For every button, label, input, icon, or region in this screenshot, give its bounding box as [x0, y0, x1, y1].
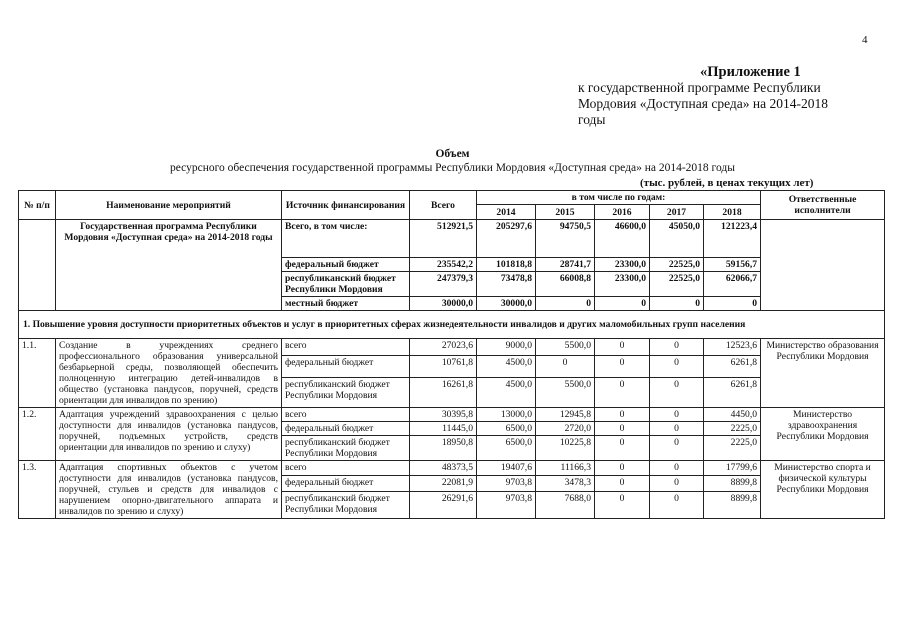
cell-year-value: 205297,6	[477, 220, 536, 258]
cell-source: федеральный бюджет	[282, 476, 410, 491]
cell-year-value: 0	[536, 297, 595, 311]
budget-table	[18, 190, 885, 519]
header-executors: Ответственные исполнители	[761, 191, 885, 220]
heading-title: Объем	[435, 148, 470, 160]
header-year: 2014	[477, 205, 536, 220]
cell-year-value: 17799,6	[704, 461, 761, 476]
cell-source: всего	[282, 339, 410, 356]
cell-year-value: 4500,0	[477, 355, 536, 377]
cell-year-value: 0	[595, 339, 650, 356]
header-year: 2018	[704, 205, 761, 220]
cell-total: 27023,6	[410, 339, 477, 356]
cell-year-value: 0	[650, 377, 704, 407]
cell-source: федеральный бюджет	[282, 258, 410, 272]
table-row	[19, 220, 885, 258]
cell-total: 22081,9	[410, 476, 477, 491]
cell-year-value: 6261,8	[704, 355, 761, 377]
table-row	[19, 408, 885, 422]
cell-year-value: 0	[650, 408, 704, 422]
item-name: Адаптация учреждений здравоохранения с целью доступности для инвалидов (установка пандусов, поручней, подъемных устройств, средств ориентации для инвалидов по зрению и слуху)	[56, 408, 282, 461]
header-name: Наименование мероприятий	[56, 191, 282, 220]
header-year: 2016	[595, 205, 650, 220]
cell-year-value: 23300,0	[595, 258, 650, 272]
cell-year-value: 66008,8	[536, 272, 595, 297]
cell-year-value: 59156,7	[704, 258, 761, 272]
cell-year-value: 10225,8	[536, 436, 595, 461]
cell-year-value: 0	[650, 297, 704, 311]
cell-year-value: 0	[650, 339, 704, 356]
item-executor: Министерство здравоохранения Республики Мордовия	[761, 408, 885, 461]
cell-year-value: 6500,0	[477, 436, 536, 461]
cell-source: местный бюджет	[282, 297, 410, 311]
cell-year-value: 9703,8	[477, 491, 536, 518]
cell-year-value: 101818,8	[477, 258, 536, 272]
cell-year-value: 0	[650, 476, 704, 491]
cell-year-value: 5500,0	[536, 377, 595, 407]
cell-year-value: 7688,0	[536, 491, 595, 518]
cell-source: федеральный бюджет	[282, 355, 410, 377]
cell-executor	[761, 220, 885, 311]
cell-source: республиканский бюджет Республики Мордовия	[282, 436, 410, 461]
cell-year-value: 0	[595, 461, 650, 476]
item-executor: Министерство спорта и физической культуры Республики Мордовия	[761, 461, 885, 519]
cell-year-value: 28741,7	[536, 258, 595, 272]
cell-year-value: 0	[536, 355, 595, 377]
appendix-line: Мордовия «Доступная среда» на 2014-2018	[578, 96, 828, 111]
cell-year-value: 6500,0	[477, 422, 536, 436]
cell-year-value: 0	[650, 491, 704, 518]
item-num: 1.3.	[19, 461, 56, 519]
cell-year-value: 0	[595, 408, 650, 422]
cell-total: 26291,6	[410, 491, 477, 518]
cell-year-value: 4450,0	[704, 408, 761, 422]
cell-total: 30000,0	[410, 297, 477, 311]
cell-total: 30395,8	[410, 408, 477, 422]
cell-source: республиканский бюджет Республики Мордовия	[282, 377, 410, 407]
header-total: Всего	[410, 191, 477, 220]
cell-year-value: 22525,0	[650, 272, 704, 297]
cell-year-value: 45050,0	[650, 220, 704, 258]
cell-year-value: 22525,0	[650, 258, 704, 272]
cell-year-value: 12523,6	[704, 339, 761, 356]
item-name: Создание в учреждениях среднего профессионального образования универсальной безбарьерной среды, позволяющей обеспечить полноценную интеграцию детей-инвалидов в общество (установка пандусов, поручней, средств ориентации для инвалидов по зрению)	[56, 339, 282, 408]
section-heading: 1. Повышение уровня доступности приоритетных объектов и услуг в приоритетных сферах жизнедеятельности инвалидов и других маломобильных групп населения	[19, 311, 885, 339]
cell-year-value: 2225,0	[704, 422, 761, 436]
cell-total: 512921,5	[410, 220, 477, 258]
cell-num	[19, 220, 56, 311]
cell-year-value: 62066,7	[704, 272, 761, 297]
cell-year-value: 30000,0	[477, 297, 536, 311]
table-row	[19, 461, 885, 476]
document-heading	[0, 147, 905, 175]
cell-year-value: 0	[595, 355, 650, 377]
cell-source: федеральный бюджет	[282, 422, 410, 436]
cell-year-value: 4500,0	[477, 377, 536, 407]
cell-year-value: 0	[595, 476, 650, 491]
cell-year-value: 73478,8	[477, 272, 536, 297]
cell-year-value: 0	[595, 422, 650, 436]
page-number: 4	[862, 34, 868, 46]
cell-year-value: 19407,6	[477, 461, 536, 476]
header-year: 2015	[536, 205, 595, 220]
item-num: 1.1.	[19, 339, 56, 408]
cell-year-value: 121223,4	[704, 220, 761, 258]
cell-year-value: 23300,0	[595, 272, 650, 297]
cell-year-value: 0	[650, 461, 704, 476]
appendix-line: к государственной программе Республики	[578, 80, 821, 95]
appendix-header	[578, 64, 878, 128]
cell-year-value: 0	[650, 355, 704, 377]
cell-source: республиканский бюджет Республики Мордовия	[282, 491, 410, 518]
table-row	[19, 339, 885, 356]
cell-year-value: 94750,5	[536, 220, 595, 258]
program-name: Государственная программа Республики Мордовия «Доступная среда» на 2014-2018 годы	[56, 220, 282, 311]
cell-year-value: 11166,3	[536, 461, 595, 476]
cell-source: всего	[282, 408, 410, 422]
cell-year-value: 46600,0	[595, 220, 650, 258]
cell-total: 18950,8	[410, 436, 477, 461]
header-num: № п/п	[19, 191, 56, 220]
item-name: Адаптация спортивных объектов с учетом доступности для инвалидов (установка пандусов, поручней, стульев и средств для инвалидов с нарушением опорно-двигательного аппарата и инвалидов по зрению и слуху)	[56, 461, 282, 519]
cell-total: 16261,8	[410, 377, 477, 407]
cell-year-value: 9000,0	[477, 339, 536, 356]
cell-year-value: 8899,8	[704, 476, 761, 491]
cell-year-value: 9703,8	[477, 476, 536, 491]
cell-year-value: 8899,8	[704, 491, 761, 518]
appendix-title: «Приложение 1	[700, 64, 801, 80]
cell-source: всего	[282, 461, 410, 476]
cell-source: Всего, в том числе:	[282, 220, 410, 258]
cell-year-value: 0	[595, 436, 650, 461]
cell-year-value: 3478,3	[536, 476, 595, 491]
header-source: Источник финансирования	[282, 191, 410, 220]
units-note: (тыс. рублей, в ценах текущих лет)	[640, 177, 814, 189]
cell-total: 11445,0	[410, 422, 477, 436]
cell-year-value: 0	[595, 297, 650, 311]
header-year: 2017	[650, 205, 704, 220]
cell-source: республиканский бюджет Республики Мордовия	[282, 272, 410, 297]
cell-year-value: 2720,0	[536, 422, 595, 436]
cell-year-value: 0	[704, 297, 761, 311]
cell-year-value: 6261,8	[704, 377, 761, 407]
cell-year-value: 13000,0	[477, 408, 536, 422]
cell-year-value: 0	[650, 422, 704, 436]
cell-year-value: 2225,0	[704, 436, 761, 461]
cell-year-value: 0	[595, 377, 650, 407]
item-executor: Министерство образования Республики Мордовия	[761, 339, 885, 408]
cell-total: 235542,2	[410, 258, 477, 272]
appendix-line: годы	[578, 112, 606, 127]
cell-total: 247379,3	[410, 272, 477, 297]
cell-year-value: 0	[595, 491, 650, 518]
cell-year-value: 0	[650, 436, 704, 461]
heading-subtitle: ресурсного обеспечения государственной программы Республики Мордовия «Доступная среда» на 2014-2018 годы	[170, 162, 735, 174]
cell-total: 48373,5	[410, 461, 477, 476]
header-by-years: в том числе по годам:	[477, 191, 761, 205]
cell-year-value: 5500,0	[536, 339, 595, 356]
item-num: 1.2.	[19, 408, 56, 461]
cell-total: 10761,8	[410, 355, 477, 377]
table-row	[19, 311, 885, 339]
cell-year-value: 12945,8	[536, 408, 595, 422]
